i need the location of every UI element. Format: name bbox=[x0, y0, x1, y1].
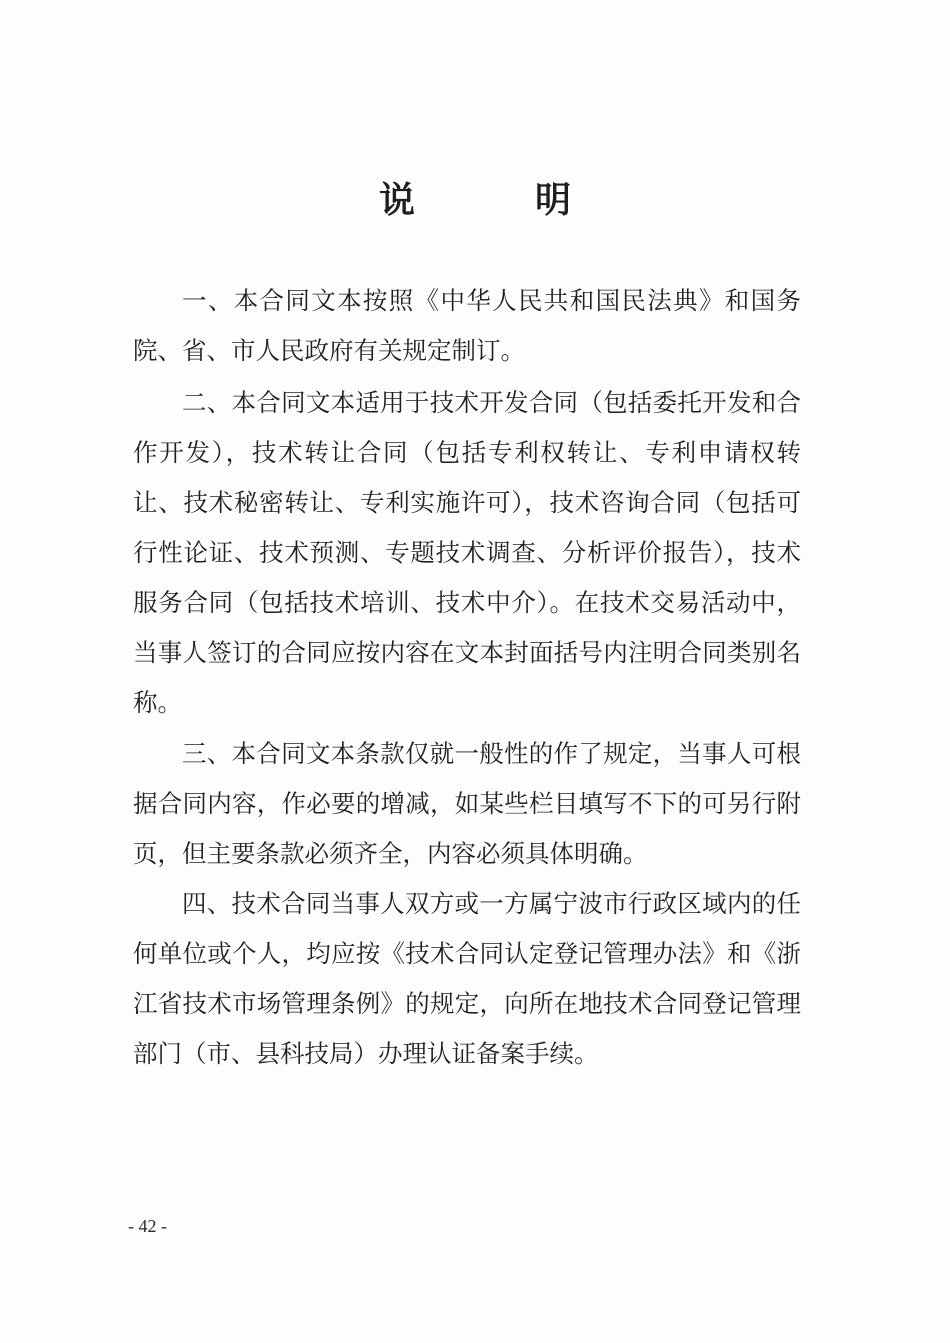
paragraph-4: 四、技术合同当事人双方或一方属宁波市行政区域内的任何单位或个人，均应按《技术合同认定登记管理办法》和《浙江省技术市场管理条例》的规定，向所在地技术合同登记管理部门（市、县科技局）办理认证备案手续。 bbox=[133, 889, 801, 1068]
body-text bbox=[133, 276, 801, 1079]
title-char-1: 说 bbox=[378, 179, 415, 221]
page-title bbox=[0, 172, 950, 228]
paragraph-1: 一、本合同文本按照《中华人民共和国民法典》和国务院、省、市人民政府有关规定制订。 bbox=[133, 286, 801, 365]
page-number: - 42 - bbox=[128, 1216, 167, 1236]
paragraph-3: 三、本合同文本条款仅就一般性的作了规定，当事人可根据合同内容，作必要的增减，如某些栏目填写不下的可另行附页，但主要条款必须齐全，内容必须具体明确。 bbox=[133, 739, 801, 868]
paragraph-2: 二、本合同文本适用于技术开发合同（包括委托开发和合作开发），技术转让合同（包括专利权转让、专利申请权转让、技术秘密转让、专利实施许可），技术咨询合同（包括可行性论证、技术预测、专题技术调查、分析评价报告），技术服务合同（包括技术培训、技术中介）。在技术交易活动中，当事人签订的合同应按内容在文本封面括号内注明合同类别名称。 bbox=[133, 388, 801, 717]
title-char-2: 明 bbox=[535, 179, 572, 221]
